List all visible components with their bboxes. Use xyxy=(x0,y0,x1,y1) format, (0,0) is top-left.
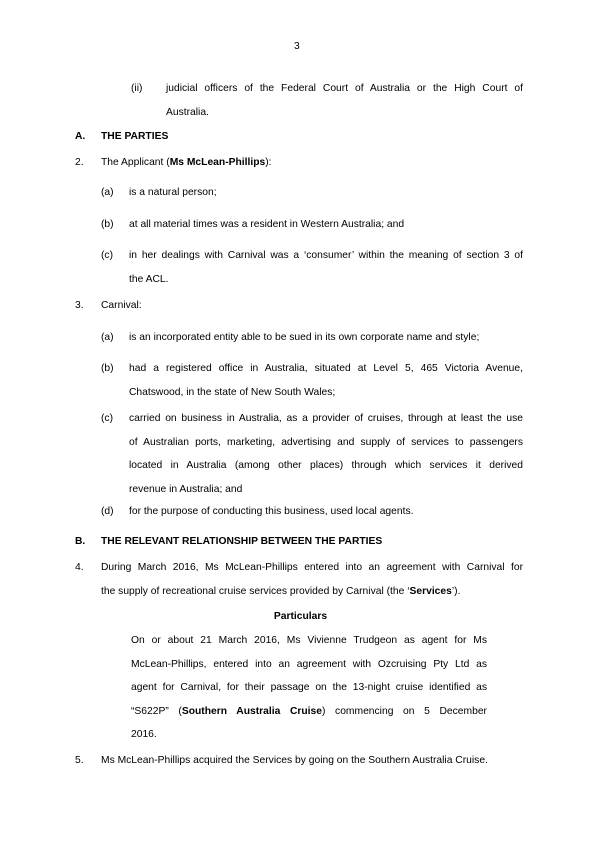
para-3c-label: (c) xyxy=(101,413,114,424)
item-ii-line-1: judicial officers of the Federal Court of Australia or the High Court of xyxy=(166,83,523,94)
para-2c-text xyxy=(129,249,523,296)
para-3a-text: is an incorporated entity able to be sued in its own corporate name and style; xyxy=(129,332,480,343)
para-3d-text: for the purpose of conducting this business, used local agents. xyxy=(129,506,414,517)
particulars-heading: Particulars xyxy=(273,611,328,622)
para-3-intro: Carnival: xyxy=(101,300,142,311)
item-ii-line-2: Australia. xyxy=(166,106,209,118)
para-2-intro-prefix: The Applicant ( xyxy=(101,157,170,168)
page-number: 3 xyxy=(294,41,300,52)
para-2-intro-suffix: ): xyxy=(265,157,272,168)
particulars-line-4-suffix: ) commencing on 5 December xyxy=(322,705,487,717)
para-4-number: 4. xyxy=(75,562,84,573)
para-4-line-2 xyxy=(101,585,523,609)
item-ii-text xyxy=(166,82,523,129)
para-2a-text: is a natural person; xyxy=(129,187,217,198)
para-2c-label: (c) xyxy=(101,250,114,261)
para-3d-label: (d) xyxy=(101,506,114,517)
item-label-ii: (ii) xyxy=(131,83,143,94)
section-a-title: THE PARTIES xyxy=(101,131,169,142)
para-3a-label: (a) xyxy=(101,332,114,343)
para-2b-label: (b) xyxy=(101,219,114,230)
para-2-number: 2. xyxy=(75,157,84,168)
para-2c-line-1: in her dealings with Carnival was a ‘consumer’ within the meaning of section 3 of xyxy=(129,250,523,261)
para-3b-line-1: had a registered office in Australia, situated at Level 5, 465 Victoria Avenue, xyxy=(129,363,523,374)
para-3c-text xyxy=(129,412,523,506)
particulars-line-4 xyxy=(131,705,487,729)
particulars-text xyxy=(131,634,487,752)
para-2b-text: at all material times was a resident in Western Australia; and xyxy=(129,219,405,230)
para-3c-line-1: carried on business in Australia, as a provider of cruises, through at least the use xyxy=(129,413,523,424)
particulars-line-3: agent for Carnival, for their passage on the 13-night cruise identified as xyxy=(131,682,487,693)
para-5-number: 5. xyxy=(75,755,84,766)
particulars-line-4-prefix: “S622P” ( xyxy=(131,705,182,717)
para-4-line-1: During March 2016, Ms McLean-Phillips entered into an agreement with Carnival for xyxy=(101,562,523,573)
services-defined-term: Services xyxy=(409,585,452,597)
section-a-letter: A. xyxy=(75,131,86,142)
section-b-letter: B. xyxy=(75,536,86,547)
section-b-title: THE RELEVANT RELATIONSHIP BETWEEN THE PARTIES xyxy=(101,536,383,547)
para-3c-line-4: revenue in Australia; and xyxy=(129,483,243,495)
applicant-name: Ms McLean-Phillips xyxy=(169,157,266,168)
para-3b-label: (b) xyxy=(101,363,114,374)
particulars-line-5: 2016. xyxy=(131,729,157,740)
para-4-text xyxy=(101,561,523,608)
particulars-line-2: McLean-Phillips, entered into an agreement with Ozcruising Pty Ltd as xyxy=(131,658,487,670)
para-5-text: Ms McLean-Phillips acquired the Services by going on the Southern Australia Cruise. xyxy=(101,755,488,766)
para-2c-line-2: the ACL. xyxy=(129,273,169,285)
particulars-line-1: On or about 21 March 2016, Ms Vivienne Trudgeon as agent for Ms xyxy=(131,635,487,646)
para-3-number: 3. xyxy=(75,300,84,311)
para-3c-line-2: of Australian ports, marketing, advertising and supply of services to passengers xyxy=(129,436,523,448)
para-2a-label: (a) xyxy=(101,187,114,198)
para-2-intro xyxy=(101,156,272,169)
cruise-defined-term: Southern Australia Cruise xyxy=(181,705,322,717)
para-3b-line-2: Chatswood, in the state of New South Wales; xyxy=(129,386,336,398)
para-3b-text xyxy=(129,362,523,409)
para-4-line-2-prefix: the supply of recreational cruise services provided by Carnival (the ‘ xyxy=(101,585,410,597)
para-4-line-2-suffix: ’). xyxy=(451,585,461,597)
para-3c-line-3: located in Australia (among other places) through which services it derived xyxy=(129,460,523,471)
